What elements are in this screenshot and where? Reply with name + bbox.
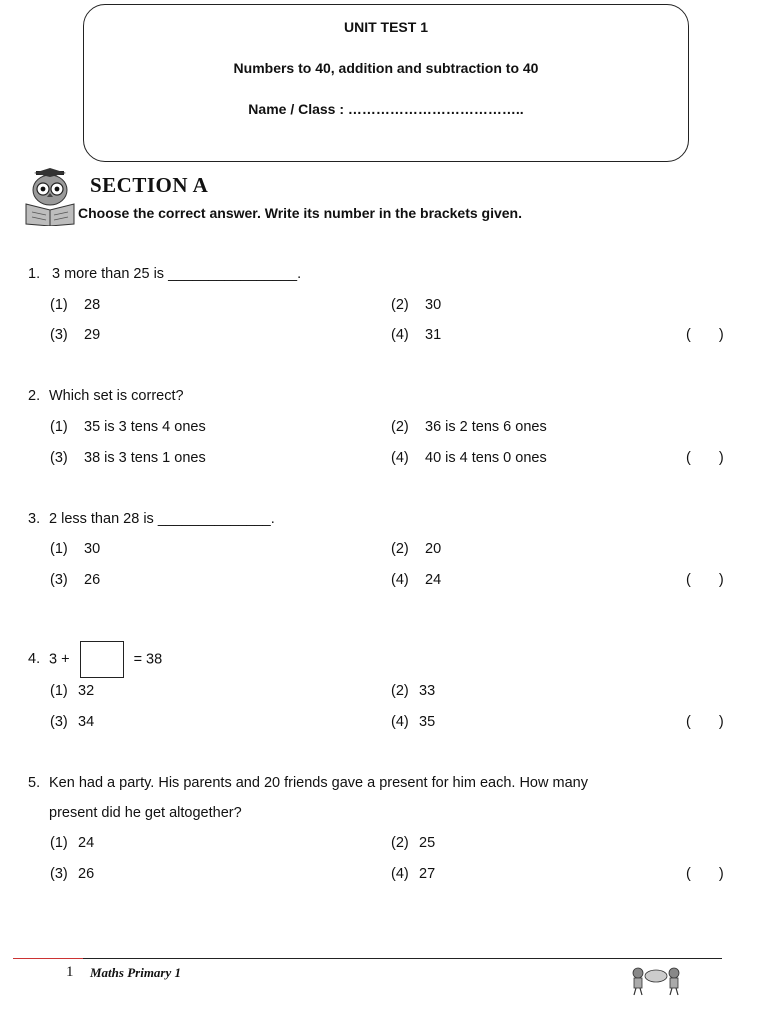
question-number: 3. [28,511,41,527]
question-text: 3 more than 25 is ________________. [52,266,302,282]
section-instructions: Choose the correct answer. Write its number in the brackets given. [78,205,522,221]
option-1[interactable]: (1) 28 [50,297,101,313]
option-1[interactable]: (1) 30 [50,541,101,557]
option-2[interactable]: (2) 20 [391,541,442,557]
test-title: UNIT TEST 1 [343,19,428,35]
option-2[interactable]: (2) 36 is 2 tens 6 ones [391,419,547,435]
option-3[interactable]: (3) 38 is 3 tens 1 ones [50,450,206,466]
option-4[interactable]: (4) 31 [391,327,442,343]
question-text-after: = 38 [133,651,163,668]
question-1 [28,266,301,282]
option-3[interactable]: (3) 29 [50,327,101,343]
name-class-field[interactable]: Name / Class : ……………………………….. [248,101,524,117]
question-text: Which set is correct? [49,388,184,404]
option-4[interactable]: (4) 27 [391,866,436,882]
footer-accent-line [13,958,83,959]
option-4[interactable]: (4) 40 is 4 tens 0 ones [391,450,547,466]
question-5-line-2: present did he get altogether? [49,805,242,821]
footer-title: Maths Primary 1 [90,965,182,980]
question-number: 1. [28,266,41,282]
option-1[interactable]: (1) 32 [50,683,95,699]
question-3 [28,511,275,527]
section-title: SECTION A [90,173,209,197]
owl-reading-icon [20,168,80,226]
question-number: 5. [28,775,41,791]
question-text: 2 less than 28 is ______________. [49,511,275,527]
option-1[interactable]: (1) 35 is 3 tens 4 ones [50,419,206,435]
option-4[interactable]: (4) 24 [391,572,442,588]
answer-bracket-5[interactable]: ( ) [686,866,724,882]
question-number: 4. [28,651,41,668]
option-3[interactable]: (3) 34 [50,714,95,730]
question-number: 2. [28,388,41,404]
kids-logo-icon [628,964,684,996]
option-2[interactable]: (2) 30 [391,297,442,313]
question-5 [28,775,588,791]
question-2 [28,388,184,404]
footer-divider [13,958,722,959]
answer-bracket-3[interactable]: ( ) [686,572,724,588]
option-1[interactable]: (1) 24 [50,835,95,851]
option-2[interactable]: (2) 25 [391,835,436,851]
question-text: Ken had a party. His parents and 20 friends gave a present for him each. How many [49,775,588,791]
test-header-box [83,4,689,162]
answer-bracket-4[interactable]: ( ) [686,714,724,730]
option-3[interactable]: (3) 26 [50,572,101,588]
test-subtitle: Numbers to 40, addition and subtraction to 40 [233,60,539,76]
option-4[interactable]: (4) 35 [391,714,436,730]
option-3[interactable]: (3) 26 [50,866,95,882]
answer-blank-box[interactable] [80,641,124,678]
answer-bracket-2[interactable]: ( ) [686,450,724,466]
answer-bracket-1[interactable]: ( ) [686,327,724,343]
page-number: 1 [66,964,74,980]
option-2[interactable]: (2) 33 [391,683,436,699]
question-4 [28,641,162,678]
question-text-before: 3 + [49,651,70,668]
